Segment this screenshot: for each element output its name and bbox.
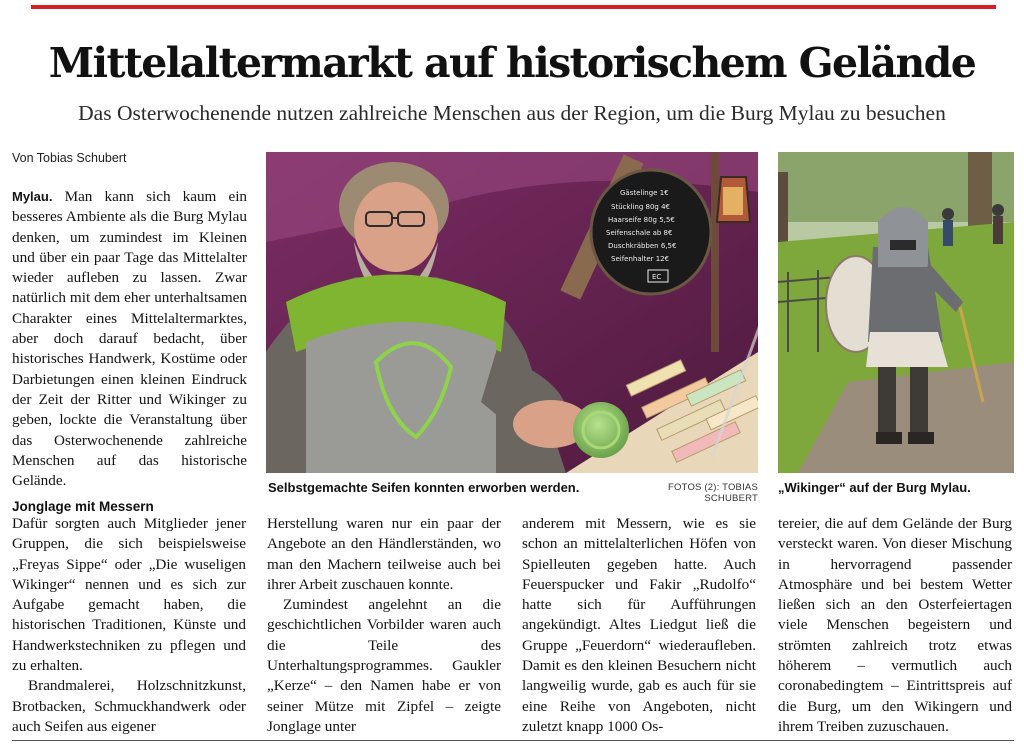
- price-line: Duschkräbben 6,5€: [608, 242, 677, 250]
- text-column-1: [12, 514, 246, 737]
- soap-vendor-illustration: [266, 152, 758, 473]
- text-column-2: [267, 514, 501, 737]
- paragraph: Dafür sorgten auch Mitglieder jener Gruppen, die sich beispielsweise „Freyas Sippe“ oder „Die wuseligen Wikinger“ nennen und es sich zur Aufgabe gemacht haben, die historischen Traditionen, Künste und Handwerkstechniken zu pflegen und zu erhalten.: [12, 515, 246, 675]
- paragraph: Zumindest angelehnt an die geschichtlichen Vorbilder waren auch die Teile des Unterhaltungsprogrammes. Gaukler „Kerze“ – den Namen habe er von seiner Mütze mit Zipfel – zeigte Jonglage unter: [267, 596, 501, 735]
- price-line: Gästelinge 1€: [620, 189, 669, 197]
- lead-paragraph: [12, 187, 247, 491]
- subheadline: Das Osterwochenende nutzen zahlreiche Menschen aus der Region, um die Burg Mylau zu besuchen: [78, 101, 946, 125]
- byline: Von Tobias Schubert: [12, 151, 127, 165]
- paragraph: tereier, die auf dem Gelände der Burg versteckt waren. Von dieser Mischung in hervorragend passender Atmosphäre und bei bestem Wetter ließen sich an den Osterfeiertagen viele Menschen begeistern und strömten zahlreich trotz etwas höherem – vermutlich auch coronabedingtem – Eintrittspreis auf die Burg, um den Wikingern und ihrem Treiben zuzuschauen.: [778, 515, 1012, 735]
- top-accent-rule: [31, 5, 996, 9]
- lead-body: Man kann sich kaum ein besseres Ambiente als die Burg Mylau denken, um zumindest im Kleinen und über ein paar Tage das Mittelalter wieder aufleben zu lassen. Zwar natürlich mit dem eher unterhaltsamen Charakter eines Mittelaltermarktes, aber doch darauf bedacht, über historisches Handwerk, Kostüme oder Darbietungen einen kleinen Eindruck der Zeit der Ritter und Wikinger zu geben, lockte die Veranstaltung über das Osterwochenende zahlreiche Menschen auf das historische Gelände.: [12, 188, 248, 490]
- photo-caption: Selbstgemachte Seifen konnten erworben werden.: [268, 480, 580, 495]
- paragraph: anderem mit Messern, wie es sie schon an mittelalterlichen Höfen von Spielleuten gegeben hatte. Auch Feuerspucker und Fakir „Rudolfo“ hatte sich für Aufführungen angekündigt. Altes Liedgut ließ die Gruppe „Feuerdorn“ wiederaufleben. Damit es den kleinen Besuchern nicht langweilig wurde, gab es auch für sie eine Reihe von Angeboten, nicht zuletzt knapp 1000 Os-: [522, 515, 756, 735]
- paragraph: Herstellung waren nur ein paar der Angebote an den Händlerständen, wo man den Machern teilweise auch bei ihrer Arbeit zuschauen konnte.: [267, 515, 501, 593]
- text-column-4: [778, 514, 1012, 737]
- price-line: Seifenschale ab 8€: [606, 229, 673, 237]
- photo-credit: FOTOS (2): TOBIAS SCHUBERT: [668, 482, 758, 504]
- ec-badge: EC: [652, 273, 662, 281]
- paragraph: Brandmalerei, Holzschnitzkunst, Brotbacken, Schmuckhandwerk oder auch Seifen aus eigener: [12, 677, 246, 735]
- viking-photo: [778, 152, 1014, 473]
- section-heading: Jonglage mit Messern: [12, 499, 154, 514]
- bottom-rule: [12, 740, 1014, 741]
- text-column-3: [522, 514, 756, 737]
- dateline: Mylau.: [12, 189, 53, 204]
- soap-vendor-photo: [266, 152, 758, 473]
- price-line: Haarseife 80g 5,5€: [608, 216, 675, 224]
- viking-illustration: [778, 152, 1014, 473]
- price-line: Stückling 80g 4€: [611, 203, 671, 211]
- lead-column: [12, 187, 247, 491]
- headline: Mittelaltermarkt auf historischem Gelände: [48, 39, 976, 87]
- price-line: Seifenhalter 12€: [611, 255, 670, 263]
- photo-caption: „Wikinger“ auf der Burg Mylau.: [778, 480, 971, 495]
